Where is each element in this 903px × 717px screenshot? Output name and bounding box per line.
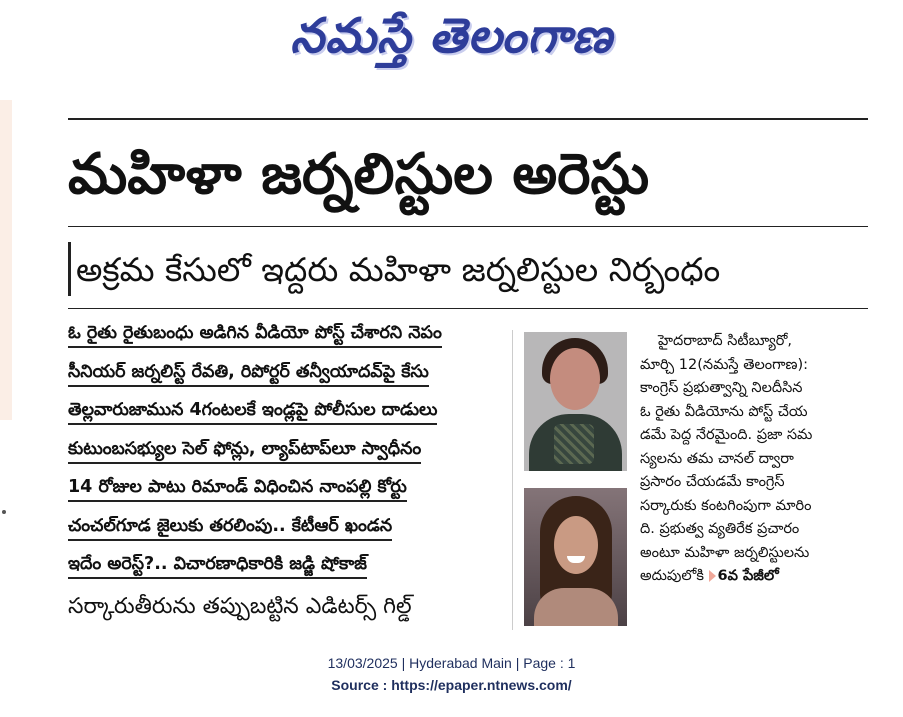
bullet-text: చంచల్‌గూడ జైలుకు తరలింపు.. కేటీఆర్ ఖండన — [68, 516, 392, 541]
article-line: ప్రసారం చేయడమే కాంగ్రెస్ — [640, 474, 785, 490]
list-item — [68, 553, 508, 592]
article-line: అంటూ మహిళా జర్నలిస్టులను — [640, 544, 810, 561]
source-link[interactable]: Source : https://epaper.ntnews.com/ — [331, 677, 572, 693]
list-item — [68, 438, 508, 477]
photo-face — [550, 348, 600, 410]
subheadline-rule — [68, 308, 868, 309]
bullet-text: తెల్లవారుజామున 4గంటలకే ఇండ్లపై పోలీసుల దాడులు — [68, 400, 437, 425]
article-body — [640, 330, 872, 589]
article-line: హైదరాబాద్ సిటీబ్యూరో, — [658, 333, 793, 349]
subheadline-block — [68, 240, 868, 300]
bullet-text: కుటుంబసభ్యుల సెల్ ఫోన్లు, ల్యాప్‌టాప్‌లూ స్వాధీనం — [68, 439, 421, 464]
adjacent-page-strip — [0, 100, 12, 420]
photo-face — [554, 516, 598, 574]
edition-info: 13/03/2025 | Hyderabad Main | Page : 1 — [327, 655, 576, 671]
bullet-text: ఓ రైతు రైతుబంధు అడిగిన వీడియో పోస్ట్ చేశారని నెపం — [68, 323, 442, 348]
bullet-text: సీనియర్ జర్నలిస్ట్ రేవతి, రిపోర్టర్ తన్వీయాదవ్‌పై కేసు — [68, 362, 429, 387]
bullet-list — [68, 322, 508, 630]
list-item — [68, 592, 508, 631]
list-item — [68, 361, 508, 400]
article-line: డమే పెద్ద నేరమైంది. ప్రజా సమ — [640, 427, 813, 443]
photo-pattern — [554, 424, 594, 464]
continued-page-link[interactable]: 6వ పేజీలో — [717, 568, 779, 584]
masthead-logo: నమస్తే తెలంగాణ — [290, 8, 613, 64]
masthead — [0, 0, 903, 78]
list-item — [68, 476, 508, 515]
bullet-text: సర్కారుతీరును తప్పుబట్టిన ఎడిటర్స్ గిల్డ్ — [68, 593, 412, 619]
list-item — [68, 515, 508, 554]
bullet-text: ఇదేం అరెస్ట్?.. విచారణాధికారికి జడ్జి షోకాజ్ — [68, 554, 367, 579]
journalist-photo-2 — [524, 488, 627, 626]
top-rule — [68, 118, 868, 120]
article-line-last — [640, 565, 872, 589]
subheadline-bar — [68, 242, 71, 296]
journalist-photo-1 — [524, 332, 627, 471]
adjacent-page-mark — [2, 510, 6, 514]
article-line: సర్కారుకు కంటగింపుగా మారిం — [640, 497, 812, 514]
article-line: ది. ప్రభుత్వ వ్యతిరేక ప్రచారం — [640, 521, 800, 537]
photo-body — [534, 588, 618, 626]
article-line: స్యలను తమ చానల్ ద్వారా — [640, 450, 794, 467]
subheadline: అక్రమ కేసులో ఇద్దరు మహిళా జర్నలిస్టుల నిర్బంధం — [76, 250, 721, 289]
jump-arrow-icon — [709, 570, 716, 582]
footer — [0, 652, 903, 696]
headline-rule — [68, 226, 868, 227]
list-item — [68, 399, 508, 438]
article-line: కాంగ్రెస్ ప్రభుత్వాన్ని నిలదీసిన — [640, 380, 803, 396]
article-line: ఓ రైతు వీడియోను పోస్ట్ చేయ — [640, 403, 808, 420]
article-last-text: అదుపులోకి — [640, 568, 704, 584]
column-divider — [512, 330, 513, 630]
bullet-text: 14 రోజుల పాటు రిమాండ్ విధించిన నాంపల్లి కోర్టు — [68, 477, 407, 502]
article-line: మార్చి 12(నమస్తే తెలంగాణ): — [640, 356, 809, 373]
list-item — [68, 322, 508, 361]
headline: మహిళా జర్నలిస్టుల అరెస్టు — [68, 142, 650, 207]
